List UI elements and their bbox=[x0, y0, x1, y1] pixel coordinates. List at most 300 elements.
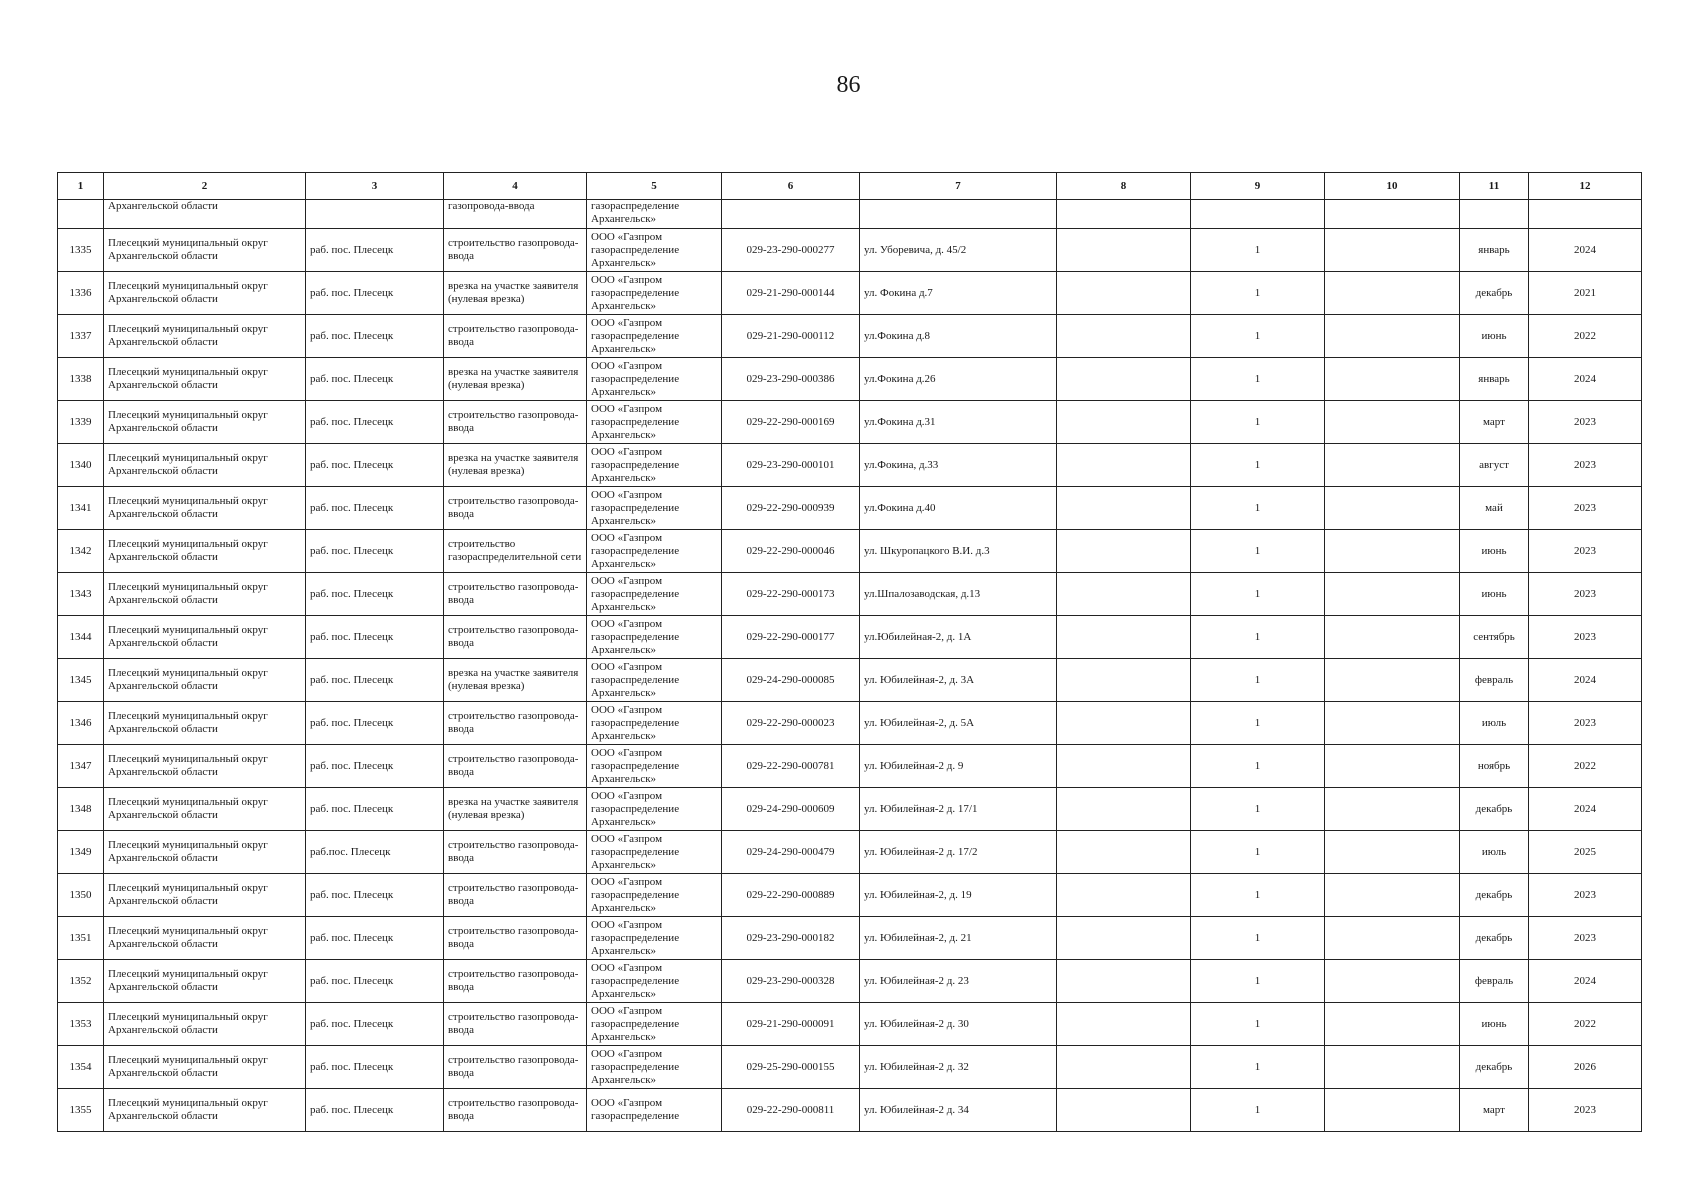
month-cell: ноябрь bbox=[1460, 745, 1529, 788]
quantity-cell: 1 bbox=[1191, 788, 1325, 831]
work-type-cell: строительство газопровода-ввода bbox=[444, 702, 587, 745]
district-cell: Плесецкий муниципальный округ Архангельской области bbox=[104, 1046, 306, 1089]
quantity-cell: 1 bbox=[1191, 616, 1325, 659]
table-row bbox=[58, 788, 1642, 831]
district-cell: Плесецкий муниципальный округ Архангельской области bbox=[104, 659, 306, 702]
organization-cell: ООО «Газпром газораспределение bbox=[587, 1089, 722, 1132]
table-cell bbox=[1057, 874, 1191, 917]
settlement-cell: раб. пос. Плесецк bbox=[306, 487, 444, 530]
year-cell: 2024 bbox=[1529, 659, 1642, 702]
table-cell bbox=[1325, 616, 1460, 659]
address-cell: ул.Фокина д.31 bbox=[860, 401, 1057, 444]
request-code-cell: 029-24-290-000609 bbox=[722, 788, 860, 831]
table-cell bbox=[1325, 487, 1460, 530]
district-cell: Плесецкий муниципальный округ Архангельской области bbox=[104, 1089, 306, 1132]
table-cell bbox=[1529, 200, 1642, 229]
request-code-cell: 029-22-290-000023 bbox=[722, 702, 860, 745]
year-cell: 2023 bbox=[1529, 874, 1642, 917]
table-row bbox=[58, 229, 1642, 272]
table-cell bbox=[1460, 200, 1529, 229]
work-type-cell: строительство газопровода-ввода bbox=[444, 874, 587, 917]
settlement-cell: раб. пос. Плесецк bbox=[306, 530, 444, 573]
month-cell: июль bbox=[1460, 702, 1529, 745]
request-code-cell: 029-24-290-000085 bbox=[722, 659, 860, 702]
year-cell: 2024 bbox=[1529, 229, 1642, 272]
quantity-cell: 1 bbox=[1191, 702, 1325, 745]
organization-cell: ООО «Газпром газораспределение Архангельск» bbox=[587, 272, 722, 315]
year-cell: 2023 bbox=[1529, 487, 1642, 530]
table-row bbox=[58, 573, 1642, 616]
row-number-cell: 1344 bbox=[58, 616, 104, 659]
work-type-cell: строительство газораспределительной сети bbox=[444, 530, 587, 573]
table-cell bbox=[1325, 229, 1460, 272]
month-cell: июнь bbox=[1460, 1003, 1529, 1046]
work-type-cell: строительство газопровода-ввода bbox=[444, 229, 587, 272]
address-cell: ул.Юбилейная-2, д. 1А bbox=[860, 616, 1057, 659]
request-code-cell: 029-21-290-000091 bbox=[722, 1003, 860, 1046]
row-number-cell: 1339 bbox=[58, 401, 104, 444]
year-cell: 2023 bbox=[1529, 1089, 1642, 1132]
table-cell bbox=[58, 200, 104, 229]
organization-cell: ООО «Газпром газораспределение Архангельск» bbox=[587, 573, 722, 616]
organization-cell: ООО «Газпром газораспределение Архангельск» bbox=[587, 358, 722, 401]
work-type-cell: строительство газопровода-ввода bbox=[444, 745, 587, 788]
settlement-cell: раб. пос. Плесецк bbox=[306, 874, 444, 917]
work-type-cell: строительство газопровода-ввода bbox=[444, 1089, 587, 1132]
year-cell: 2023 bbox=[1529, 702, 1642, 745]
organization-cell: ООО «Газпром газораспределение Архангельск» bbox=[587, 444, 722, 487]
month-cell: январь bbox=[1460, 229, 1529, 272]
month-cell: июль bbox=[1460, 831, 1529, 874]
work-type-cell: строительство газопровода-ввода bbox=[444, 616, 587, 659]
table-cell bbox=[306, 200, 444, 229]
organization-cell: ООО «Газпром газораспределение Архангельск» bbox=[587, 702, 722, 745]
year-cell: 2023 bbox=[1529, 573, 1642, 616]
table-cell bbox=[1325, 573, 1460, 616]
quantity-cell: 1 bbox=[1191, 272, 1325, 315]
district-cell: Плесецкий муниципальный округ Архангельской области bbox=[104, 874, 306, 917]
row-number-cell: 1355 bbox=[58, 1089, 104, 1132]
table-cell bbox=[1057, 1003, 1191, 1046]
row-number-cell: 1349 bbox=[58, 831, 104, 874]
address-cell: ул. Юбилейная-2 д. 17/2 bbox=[860, 831, 1057, 874]
address-cell: ул. Юбилейная-2 д. 17/1 bbox=[860, 788, 1057, 831]
table-cell bbox=[1325, 272, 1460, 315]
month-cell: март bbox=[1460, 1089, 1529, 1132]
address-cell: ул. Юбилейная-2, д. 19 bbox=[860, 874, 1057, 917]
address-cell: ул. Юбилейная-2, д. 5А bbox=[860, 702, 1057, 745]
request-code-cell: 029-22-290-000939 bbox=[722, 487, 860, 530]
settlement-cell: раб. пос. Плесецк bbox=[306, 659, 444, 702]
table-row bbox=[58, 702, 1642, 745]
table-cell bbox=[1325, 702, 1460, 745]
table-cell: газораспределение Архангельск» bbox=[587, 200, 722, 229]
request-code-cell: 029-25-290-000155 bbox=[722, 1046, 860, 1089]
year-cell: 2022 bbox=[1529, 745, 1642, 788]
district-cell: Плесецкий муниципальный округ Архангельской области bbox=[104, 401, 306, 444]
settlement-cell: раб. пос. Плесецк bbox=[306, 315, 444, 358]
district-cell: Плесецкий муниципальный округ Архангельской области bbox=[104, 745, 306, 788]
table-cell bbox=[722, 200, 860, 229]
table-cell bbox=[1057, 530, 1191, 573]
request-code-cell: 029-22-290-000177 bbox=[722, 616, 860, 659]
table-row bbox=[58, 1003, 1642, 1046]
table-row bbox=[58, 659, 1642, 702]
table-cell bbox=[1057, 487, 1191, 530]
month-cell: июнь bbox=[1460, 573, 1529, 616]
organization-cell: ООО «Газпром газораспределение Архангельск» bbox=[587, 874, 722, 917]
table-cell bbox=[1191, 200, 1325, 229]
table-cell bbox=[1325, 960, 1460, 1003]
quantity-cell: 1 bbox=[1191, 444, 1325, 487]
month-cell: июнь bbox=[1460, 530, 1529, 573]
table-cell bbox=[1057, 1089, 1191, 1132]
table-row bbox=[58, 444, 1642, 487]
table-row bbox=[58, 917, 1642, 960]
table-row bbox=[58, 315, 1642, 358]
table-cell bbox=[1057, 917, 1191, 960]
organization-cell: ООО «Газпром газораспределение Архангельск» bbox=[587, 788, 722, 831]
quantity-cell: 1 bbox=[1191, 573, 1325, 616]
address-cell: ул. Юбилейная-2, д. 21 bbox=[860, 917, 1057, 960]
row-number-cell: 1354 bbox=[58, 1046, 104, 1089]
table-cell bbox=[1057, 702, 1191, 745]
request-code-cell: 029-22-290-000046 bbox=[722, 530, 860, 573]
year-cell: 2024 bbox=[1529, 960, 1642, 1003]
organization-cell: ООО «Газпром газораспределение Архангельск» bbox=[587, 917, 722, 960]
table-row bbox=[58, 358, 1642, 401]
quantity-cell: 1 bbox=[1191, 229, 1325, 272]
address-cell: ул. Юбилейная-2, д. 3А bbox=[860, 659, 1057, 702]
row-number-cell: 1341 bbox=[58, 487, 104, 530]
table-cell bbox=[1325, 1089, 1460, 1132]
column-header: 4 bbox=[444, 173, 587, 200]
table-row bbox=[58, 487, 1642, 530]
month-cell: февраль bbox=[1460, 659, 1529, 702]
organization-cell: ООО «Газпром газораспределение Архангельск» bbox=[587, 616, 722, 659]
settlement-cell: раб. пос. Плесецк bbox=[306, 788, 444, 831]
table-cell bbox=[1057, 272, 1191, 315]
row-number-cell: 1353 bbox=[58, 1003, 104, 1046]
district-cell: Плесецкий муниципальный округ Архангельской области bbox=[104, 272, 306, 315]
table-row bbox=[58, 874, 1642, 917]
request-code-cell: 029-22-290-000811 bbox=[722, 1089, 860, 1132]
month-cell: февраль bbox=[1460, 960, 1529, 1003]
month-cell: май bbox=[1460, 487, 1529, 530]
month-cell: январь bbox=[1460, 358, 1529, 401]
work-type-cell: строительство газопровода-ввода bbox=[444, 831, 587, 874]
district-cell: Плесецкий муниципальный округ Архангельской области bbox=[104, 960, 306, 1003]
request-code-cell: 029-22-290-000173 bbox=[722, 573, 860, 616]
column-header: 12 bbox=[1529, 173, 1642, 200]
year-cell: 2023 bbox=[1529, 401, 1642, 444]
quantity-cell: 1 bbox=[1191, 358, 1325, 401]
quantity-cell: 1 bbox=[1191, 659, 1325, 702]
table-row bbox=[58, 401, 1642, 444]
work-type-cell: строительство газопровода-ввода bbox=[444, 917, 587, 960]
table-cell bbox=[1057, 200, 1191, 229]
row-number-cell: 1343 bbox=[58, 573, 104, 616]
address-cell: ул. Фокина д.7 bbox=[860, 272, 1057, 315]
district-cell: Плесецкий муниципальный округ Архангельской области bbox=[104, 831, 306, 874]
work-type-cell: строительство газопровода-ввода bbox=[444, 960, 587, 1003]
settlement-cell: раб. пос. Плесецк bbox=[306, 960, 444, 1003]
work-type-cell: врезка на участке заявителя (нулевая врезка) bbox=[444, 272, 587, 315]
table-cell bbox=[1057, 573, 1191, 616]
district-cell: Плесецкий муниципальный округ Архангельской области bbox=[104, 917, 306, 960]
organization-cell: ООО «Газпром газораспределение Архангельск» bbox=[587, 487, 722, 530]
table-row bbox=[58, 745, 1642, 788]
row-number-cell: 1346 bbox=[58, 702, 104, 745]
settlement-cell: раб. пос. Плесецк bbox=[306, 702, 444, 745]
quantity-cell: 1 bbox=[1191, 745, 1325, 788]
organization-cell: ООО «Газпром газораспределение Архангельск» bbox=[587, 745, 722, 788]
work-type-cell: строительство газопровода-ввода bbox=[444, 573, 587, 616]
table-row bbox=[58, 1089, 1642, 1132]
settlement-cell: раб. пос. Плесецк bbox=[306, 1089, 444, 1132]
month-cell: декабрь bbox=[1460, 874, 1529, 917]
work-type-cell: строительство газопровода-ввода bbox=[444, 487, 587, 530]
table-cell bbox=[1057, 745, 1191, 788]
address-cell: ул. Юбилейная-2 д. 30 bbox=[860, 1003, 1057, 1046]
settlement-cell: раб. пос. Плесецк bbox=[306, 573, 444, 616]
column-header: 10 bbox=[1325, 173, 1460, 200]
table-cell bbox=[1325, 358, 1460, 401]
column-header: 11 bbox=[1460, 173, 1529, 200]
table-row bbox=[58, 530, 1642, 573]
settlement-cell: раб. пос. Плесецк bbox=[306, 272, 444, 315]
column-header: 9 bbox=[1191, 173, 1325, 200]
quantity-cell: 1 bbox=[1191, 1046, 1325, 1089]
quantity-cell: 1 bbox=[1191, 960, 1325, 1003]
settlement-cell: раб. пос. Плесецк bbox=[306, 745, 444, 788]
quantity-cell: 1 bbox=[1191, 831, 1325, 874]
year-cell: 2021 bbox=[1529, 272, 1642, 315]
row-number-cell: 1336 bbox=[58, 272, 104, 315]
row-number-cell: 1338 bbox=[58, 358, 104, 401]
row-number-cell: 1335 bbox=[58, 229, 104, 272]
column-header: 6 bbox=[722, 173, 860, 200]
table-row bbox=[58, 1046, 1642, 1089]
table-cell bbox=[1057, 788, 1191, 831]
table-row bbox=[58, 831, 1642, 874]
settlement-cell: раб. пос. Плесецк bbox=[306, 444, 444, 487]
table-cell bbox=[1325, 788, 1460, 831]
settlement-cell: раб. пос. Плесецк bbox=[306, 917, 444, 960]
organization-cell: ООО «Газпром газораспределение Архангельск» bbox=[587, 229, 722, 272]
work-type-cell: строительство газопровода-ввода bbox=[444, 401, 587, 444]
address-cell: ул. Уборевича, д. 45/2 bbox=[860, 229, 1057, 272]
data-table bbox=[57, 172, 1642, 1132]
work-type-cell: врезка на участке заявителя (нулевая врезка) bbox=[444, 788, 587, 831]
column-header: 3 bbox=[306, 173, 444, 200]
request-code-cell: 029-23-290-000101 bbox=[722, 444, 860, 487]
address-cell: ул. Юбилейная-2 д. 32 bbox=[860, 1046, 1057, 1089]
request-code-cell: 029-21-290-000144 bbox=[722, 272, 860, 315]
district-cell: Плесецкий муниципальный округ Архангельской области bbox=[104, 229, 306, 272]
request-code-cell: 029-21-290-000112 bbox=[722, 315, 860, 358]
address-cell: ул.Фокина д.40 bbox=[860, 487, 1057, 530]
column-header: 5 bbox=[587, 173, 722, 200]
request-code-cell: 029-23-290-000386 bbox=[722, 358, 860, 401]
year-cell: 2023 bbox=[1529, 917, 1642, 960]
table-cell bbox=[860, 200, 1057, 229]
table-cell bbox=[1057, 229, 1191, 272]
quantity-cell: 1 bbox=[1191, 315, 1325, 358]
work-type-cell: врезка на участке заявителя (нулевая врезка) bbox=[444, 444, 587, 487]
year-cell: 2026 bbox=[1529, 1046, 1642, 1089]
work-type-cell: врезка на участке заявителя (нулевая врезка) bbox=[444, 659, 587, 702]
work-type-cell: строительство газопровода-ввода bbox=[444, 315, 587, 358]
year-cell: 2023 bbox=[1529, 530, 1642, 573]
row-number-cell: 1337 bbox=[58, 315, 104, 358]
district-cell: Плесецкий муниципальный округ Архангельской области bbox=[104, 702, 306, 745]
year-cell: 2024 bbox=[1529, 788, 1642, 831]
district-cell: Плесецкий муниципальный округ Архангельской области bbox=[104, 1003, 306, 1046]
year-cell: 2022 bbox=[1529, 1003, 1642, 1046]
district-cell: Плесецкий муниципальный округ Архангельской области bbox=[104, 573, 306, 616]
address-cell: ул.Фокина д.26 bbox=[860, 358, 1057, 401]
organization-cell: ООО «Газпром газораспределение Архангельск» bbox=[587, 315, 722, 358]
quantity-cell: 1 bbox=[1191, 530, 1325, 573]
row-number-cell: 1351 bbox=[58, 917, 104, 960]
district-cell: Плесецкий муниципальный округ Архангельской области bbox=[104, 358, 306, 401]
settlement-cell: раб. пос. Плесецк bbox=[306, 616, 444, 659]
work-type-cell: строительство газопровода-ввода bbox=[444, 1046, 587, 1089]
organization-cell: ООО «Газпром газораспределение Архангельск» bbox=[587, 530, 722, 573]
quantity-cell: 1 bbox=[1191, 487, 1325, 530]
year-cell: 2025 bbox=[1529, 831, 1642, 874]
settlement-cell: раб. пос. Плесецк bbox=[306, 1046, 444, 1089]
year-cell: 2023 bbox=[1529, 616, 1642, 659]
table-row bbox=[58, 272, 1642, 315]
work-type-cell: строительство газопровода-ввода bbox=[444, 1003, 587, 1046]
month-cell: июнь bbox=[1460, 315, 1529, 358]
column-header: 2 bbox=[104, 173, 306, 200]
table-cell bbox=[1057, 616, 1191, 659]
table-cell bbox=[1325, 315, 1460, 358]
district-cell: Плесецкий муниципальный округ Архангельской области bbox=[104, 616, 306, 659]
table-cell bbox=[1057, 960, 1191, 1003]
table-cell bbox=[1325, 200, 1460, 229]
request-code-cell: 029-23-290-000182 bbox=[722, 917, 860, 960]
address-cell: ул.Фокина, д.33 bbox=[860, 444, 1057, 487]
row-number-cell: 1348 bbox=[58, 788, 104, 831]
year-cell: 2022 bbox=[1529, 315, 1642, 358]
address-cell: ул.Шпалозаводская, д.13 bbox=[860, 573, 1057, 616]
month-cell: декабрь bbox=[1460, 272, 1529, 315]
continuation-row bbox=[58, 200, 1642, 229]
settlement-cell: раб.пос. Плесецк bbox=[306, 831, 444, 874]
address-cell: ул. Шкуропацкого В.И. д.3 bbox=[860, 530, 1057, 573]
month-cell: сентябрь bbox=[1460, 616, 1529, 659]
address-cell: ул. Юбилейная-2 д. 9 bbox=[860, 745, 1057, 788]
request-code-cell: 029-23-290-000328 bbox=[722, 960, 860, 1003]
table-cell bbox=[1325, 874, 1460, 917]
organization-cell: ООО «Газпром газораспределение Архангельск» bbox=[587, 1046, 722, 1089]
quantity-cell: 1 bbox=[1191, 1003, 1325, 1046]
year-cell: 2023 bbox=[1529, 444, 1642, 487]
table-cell bbox=[1325, 659, 1460, 702]
address-cell: ул. Юбилейная-2 д. 23 bbox=[860, 960, 1057, 1003]
request-code-cell: 029-22-290-000781 bbox=[722, 745, 860, 788]
table-row bbox=[58, 616, 1642, 659]
header-row bbox=[58, 173, 1642, 200]
table-cell bbox=[1325, 444, 1460, 487]
table-row bbox=[58, 960, 1642, 1003]
table-cell: Архангельской области bbox=[104, 200, 306, 229]
work-type-cell: врезка на участке заявителя (нулевая врезка) bbox=[444, 358, 587, 401]
table-cell bbox=[1325, 917, 1460, 960]
settlement-cell: раб. пос. Плесецк bbox=[306, 1003, 444, 1046]
settlement-cell: раб. пос. Плесецк bbox=[306, 229, 444, 272]
quantity-cell: 1 bbox=[1191, 874, 1325, 917]
address-cell: ул.Фокина д.8 bbox=[860, 315, 1057, 358]
year-cell: 2024 bbox=[1529, 358, 1642, 401]
organization-cell: ООО «Газпром газораспределение Архангельск» bbox=[587, 831, 722, 874]
address-cell: ул. Юбилейная-2 д. 34 bbox=[860, 1089, 1057, 1132]
table-cell bbox=[1325, 530, 1460, 573]
row-number-cell: 1352 bbox=[58, 960, 104, 1003]
month-cell: декабрь bbox=[1460, 788, 1529, 831]
request-code-cell: 029-23-290-000277 bbox=[722, 229, 860, 272]
table-cell bbox=[1057, 831, 1191, 874]
request-code-cell: 029-24-290-000479 bbox=[722, 831, 860, 874]
table-cell bbox=[1057, 315, 1191, 358]
row-number-cell: 1340 bbox=[58, 444, 104, 487]
column-header: 1 bbox=[58, 173, 104, 200]
district-cell: Плесецкий муниципальный округ Архангельской области bbox=[104, 444, 306, 487]
table-cell bbox=[1057, 444, 1191, 487]
organization-cell: ООО «Газпром газораспределение Архангельск» bbox=[587, 1003, 722, 1046]
table-cell bbox=[1325, 1046, 1460, 1089]
table-cell bbox=[1325, 1003, 1460, 1046]
column-header: 8 bbox=[1057, 173, 1191, 200]
quantity-cell: 1 bbox=[1191, 917, 1325, 960]
table-cell bbox=[1057, 659, 1191, 702]
table-cell bbox=[1057, 358, 1191, 401]
district-cell: Плесецкий муниципальный округ Архангельской области bbox=[104, 530, 306, 573]
table-cell bbox=[1325, 401, 1460, 444]
row-number-cell: 1345 bbox=[58, 659, 104, 702]
month-cell: август bbox=[1460, 444, 1529, 487]
organization-cell: ООО «Газпром газораспределение Архангельск» bbox=[587, 960, 722, 1003]
month-cell: март bbox=[1460, 401, 1529, 444]
settlement-cell: раб. пос. Плесецк bbox=[306, 401, 444, 444]
table-cell bbox=[1057, 1046, 1191, 1089]
column-header: 7 bbox=[860, 173, 1057, 200]
row-number-cell: 1342 bbox=[58, 530, 104, 573]
table-cell bbox=[1325, 745, 1460, 788]
request-code-cell: 029-22-290-000889 bbox=[722, 874, 860, 917]
month-cell: декабрь bbox=[1460, 1046, 1529, 1089]
month-cell: декабрь bbox=[1460, 917, 1529, 960]
quantity-cell: 1 bbox=[1191, 401, 1325, 444]
request-code-cell: 029-22-290-000169 bbox=[722, 401, 860, 444]
quantity-cell: 1 bbox=[1191, 1089, 1325, 1132]
settlement-cell: раб. пос. Плесецк bbox=[306, 358, 444, 401]
table-cell: газопровода-ввода bbox=[444, 200, 587, 229]
table-cell bbox=[1057, 401, 1191, 444]
row-number-cell: 1347 bbox=[58, 745, 104, 788]
page-number: 86 bbox=[836, 72, 861, 98]
organization-cell: ООО «Газпром газораспределение Архангельск» bbox=[587, 401, 722, 444]
organization-cell: ООО «Газпром газораспределение Архангельск» bbox=[587, 659, 722, 702]
row-number-cell: 1350 bbox=[58, 874, 104, 917]
district-cell: Плесецкий муниципальный округ Архангельской области bbox=[104, 315, 306, 358]
district-cell: Плесецкий муниципальный округ Архангельской области bbox=[104, 788, 306, 831]
table-cell bbox=[1325, 831, 1460, 874]
